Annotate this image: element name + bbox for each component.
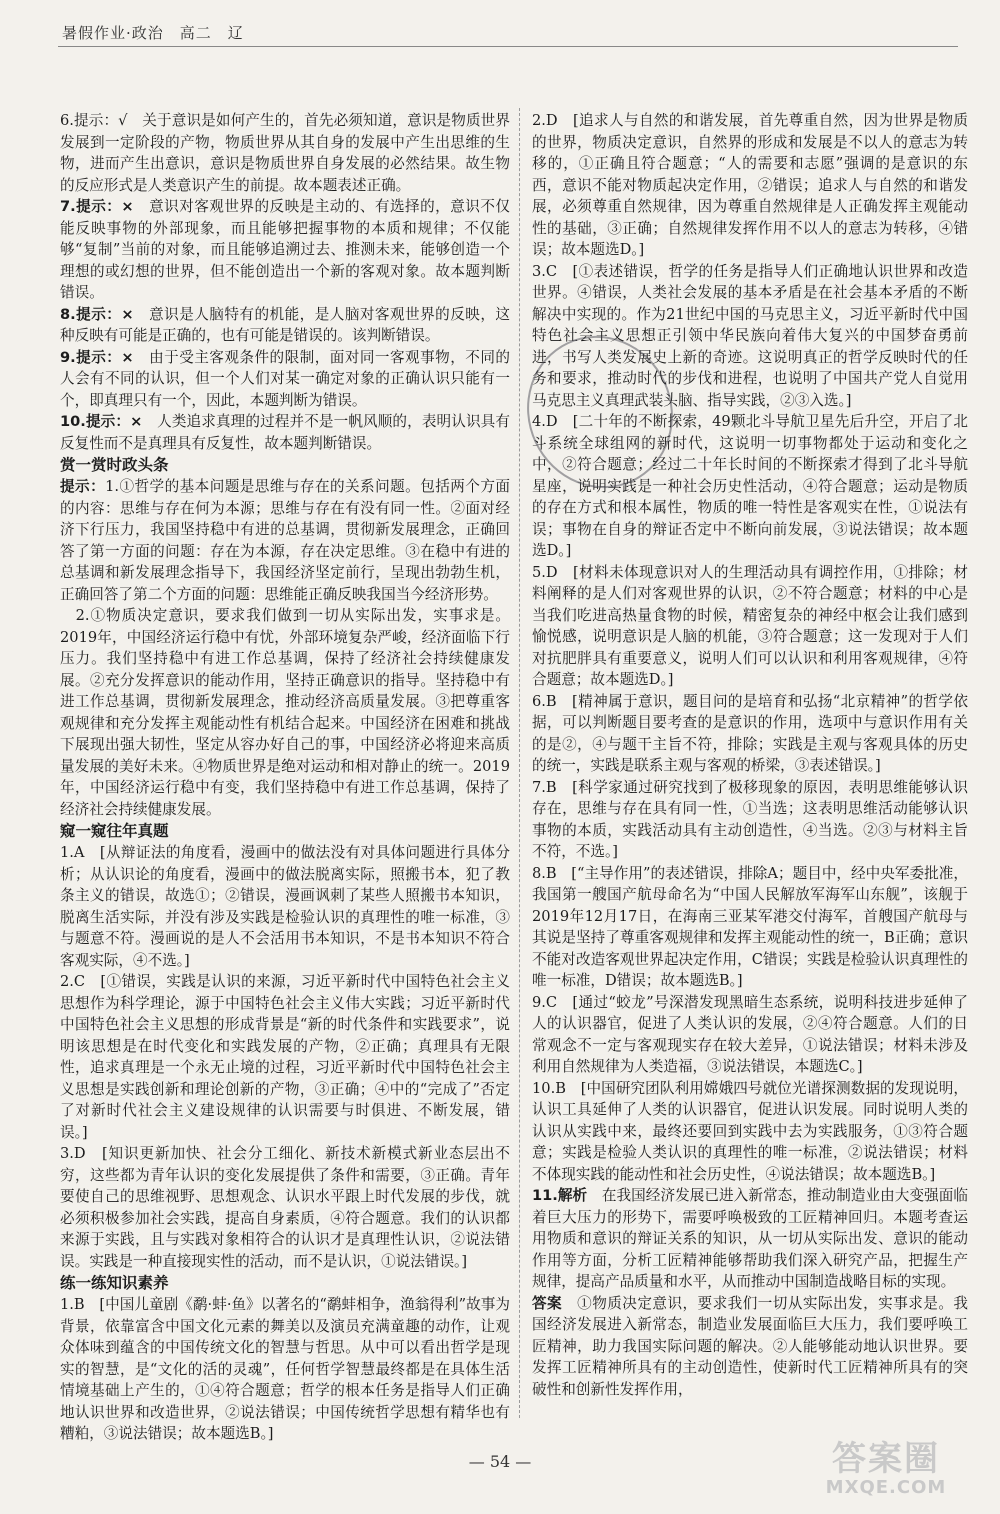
answer-text: 3.C [①表述错误，哲学的任务是指导人们正确地认识世界和改造世界。④错误，人类社会发展的基本矛盾是在社会基本矛盾的不断解决中实现的。作为21世纪中国的马克思主义，习近平新时代中国特色社会主义思想正引领中华民族向着伟大复兴的中国梦奋勇前进，书写人类发展史上新的奇迹。这说明真正的哲学反映时代的任务和要求，推动时代的步伐和进程，也说明了中国共产党人自觉用马克思主义真理武装头脑、指导实践，②③入选。] [532, 262, 968, 409]
watermark-logo [800, 1440, 972, 1502]
answer-text: 1.B [中国儿童剧《鹬·蚌·鱼》以著名的“鹬蚌相争，渔翁得利”故事为背景，依靠富含中国文化元素的舞美以及演员充满童趣的动作，让观众体味到蕴含的中国传统文化的智慧与哲思。从中可以看出哲学是现实的智慧，是“文化的活的灵魂”，任何哲学智慧最终都是在具体生活情境基础上产生的，①④符合题意；哲学的根本任务是指导人们正确地认识世界和改造世界，②说法错误；中国传统哲学思想有精华也有糟粕，③说法错误；故本题选B。] [60, 1296, 510, 1442]
answer-label: 7.提示：× [60, 198, 134, 215]
answer-paragraph [60, 1294, 510, 1445]
answer-label: 11.解析 [532, 1187, 588, 1204]
answer-text: 2.①物质决定意识，要求我们做到一切从实际出发，实事求是。2019年，中国经济运行稳中有忧，外部环境复杂严峻，经济面临下行压力。我们坚持稳中有进工作总基调，保持了经济社会持续健康发展。②充分发挥意识的能动作用，坚持正确意识的指导。坚持稳中有进工作总基调，贯彻新发展理念，推动经济高质量发展。③把尊重客观规律和充分发挥主观能动性有机结合起来。中国经济在困难和挑战下展现出强大韧性，坚定从容办好自己的事，中国经济必将迎来高质量发展的美好未来。④物质世界是绝对运动和相对静止的统一。2019年，中国经济运行稳中有变，我们坚持稳中有进工作总基调，保持了经济社会持续健康发展。 [60, 607, 510, 818]
watermark-logo-text: 答案圈 [832, 1439, 940, 1479]
answer-text: 9.C [通过“蛟龙”号深潜发现黑暗生态系统，说明科技进步延伸了人的认识器官，促进了人类认识的发展，②④符合题意。人们的日常观念不一定与客观现实存在较大差异，①说法错误；材料未涉及利用自然规律为人类造福，③说法错误，本题选C。] [532, 993, 968, 1075]
answer-text: 5.D [材料未体现意识对人的生理活动具有调控作用，①排除；材料阐释的是人们对客观世界的认识，②不符合题意；材料的中心是当我们吃进高热量食物的时候，精密复杂的神经中枢会让我们感到愉悦感，说明意识是人脑的机能，③符合题意；这一发现对于人们对抗肥胖具有重要意义，说明人们可以认识和利用客观规律，④符合题意；故本题选D。] [532, 563, 968, 688]
answer-paragraph [60, 605, 510, 820]
answer-paragraph [532, 1185, 968, 1293]
answer-paragraph [60, 196, 510, 304]
page-number: — 54 — [468, 1452, 532, 1471]
right-column [532, 110, 968, 1400]
answer-text: 意识对客观世界的反映是主动的、有选择的，意识不仅能反映事物的外部现象，而且能够把握事物的本质和规律；不仅能够“复制”当前的对象，而且能够追溯过去、推测未来，能够创造一个理想的或幻想的世界，但不能创造出一个新的客观对象。故本题判断错误。 [60, 198, 510, 301]
answer-paragraph [532, 110, 968, 261]
answer-text: 4.D [二十年的不断探索，49颗北斗导航卫星先后升空，开启了北斗系统全球组网的新时代，这说明一切事物都处于运动和变化之中，②符合题意；经过二十年长时间的不断探索才得到了北斗导航星座，说明实践是一种社会历史性活动，④符合题意；运动是物质的存在方式和根本属性，物质的唯一特性是客观实在性，①说法有误；事物在自身的辩证否定中不断向前发展，③说法错误；故本题选D。] [532, 413, 968, 559]
answer-text: 6.提示：√ 关于意识是如何产生的，首先必须知道，意识是物质世界发展到一定阶段的产物，物质世界从其自身的发展中产生出思维的生物，进而产生出意识，意识是物质世界自身发展的必然结果。故生物的反应形式是人类意识产生的前提。故本题表述正确。 [60, 112, 510, 194]
answer-text: 2.C [①错误，实践是认识的来源，习近平新时代中国特色社会主义思想作为科学理论，源于中国特色社会主义伟大实践；习近平新时代中国特色社会主义思想的形成背景是“新的时代条件和实践要求”，说明该思想是在时代变化和实践发展的产物，②正确；真理具有无限性，追求真理是一个永无止境的过程，习近平新时代中国特色社会主义思想是实践创新和理论创新的产物，③正确；④中的“完成了”否定了对新时代社会主义建设规律的认识需要与时俱进、不断发展，错误。] [60, 973, 510, 1141]
answer-text: 1.①哲学的基本问题是思维与存在的关系问题。包括两个方面的内容：思维与存在何为本源；思维与存在有没有同一性。②面对经济下行压力，我国坚持稳中有进的总基调，贯彻新发展理念，正确回答了第一方面的问题：存在为本源，存在决定思维。③在稳中有进的总基调和新发展理念指导下，我国经济坚定前行，呈现出勃勃生机，正确回答了第二个方面的问题：思维能正确反映我国当今经济形势。 [60, 478, 510, 603]
header-rule [58, 46, 958, 47]
answer-text: 由于受主客观条件的限制，面对同一客观事物，不同的人会有不同的认识，但一个人们对某一确定对象的正确认识只能有一个，即真理只有一个，因此，本题判断为错误。 [60, 348, 510, 409]
answer-paragraph [532, 1078, 968, 1186]
watermark-url: MXQE.COM [825, 1477, 947, 1498]
answer-label: 10.提示：× [60, 413, 143, 430]
answer-paragraph [532, 1293, 968, 1401]
answer-paragraph [532, 777, 968, 863]
section-heading [60, 1272, 510, 1294]
answer-paragraph [60, 1143, 510, 1272]
section-heading [60, 454, 510, 476]
answer-paragraph [532, 691, 968, 777]
answer-label: 9.提示：× [60, 348, 134, 366]
section-heading-text: 练一练知识素养 [60, 1274, 169, 1292]
answer-paragraph [60, 110, 510, 196]
column-divider [519, 108, 520, 1418]
answer-text: 在我国经济发展已进入新常态，推动制造业由大变强面临着巨大压力的形势下，需要呼唤极致的工匠精神回归。本题考查运用物质和意识的辩证关系的知识，从一切从实际出发、意识的能动作用等方面，分析工匠精神能够帮助我们深入研究产品，把握生产规律，提高产品质量和水平，从而推动中国制造战略目标的实现。 [532, 1187, 968, 1290]
left-column [60, 110, 510, 1445]
answer-paragraph [532, 992, 968, 1078]
answer-text: 6.B [精神属于意识，题目问的是培育和弘扬“北京精神”的哲学依据，可以判断题目要考查的是意识的作用，选项中与意识作用有关的是②，④与题干主旨不符，排除；实践是主观与客观具体的历史的统一，实践是联系主观与客观的桥梁，③表述错误。] [532, 692, 968, 774]
answer-text: 3.D [知识更新加快、社会分工细化、新技术新模式新业态层出不穷，这些都为青年认识的变化发展提供了条件和需要，③正确。青年要使自己的思维视野、思想观念、认识水平跟上时代发展的步伐，就必须积极参加社会实践，提高自身素质，④符合题意。我们的认识都来源于实践，且与实践对象相符合的认识才是真理性认识，②说法错误。实践是一种直接现实性的活动，而不是认识，①说法错误。] [60, 1145, 510, 1270]
answer-paragraph [60, 347, 510, 412]
answer-paragraph [532, 863, 968, 992]
answer-label: 答案 [532, 1294, 563, 1312]
answer-text: 人类追求真理的过程并不是一帆风顺的，表明认识具有反复性而不是真理具有反复性，故本题判断错误。 [60, 413, 510, 452]
answer-text: 7.B [科学家通过研究找到了极移现象的原因，表明思维能够认识存在，思维与存在具有同一性，①当选；这表明思维活动能够认识事物的本质，实践活动具有主动创造性，④当选。②③与材料主旨不符，不选。] [532, 778, 968, 860]
section-heading [60, 820, 510, 842]
answer-label: 8.提示：× [60, 305, 134, 323]
answer-paragraph [60, 411, 510, 454]
section-heading-text: 窥一窥往年真题 [60, 822, 169, 840]
answer-text: 2.D [追求人与自然的和谐发展，首先尊重自然，因为世界是物质的世界，物质决定意识，自然界的形成和发展是不以人的意志为转移的，①正确且符合题意；“人的需要和志愿”强调的是意识的东西，意识不能对物质起决定作用，②错误；追求人与自然的和谐发展，必须尊重自然规律，因为尊重自然规律是人正确发挥主观能动性的基础，③正确；自然规律发挥作用不以人的意志为转移，④错误；故本题选D。] [532, 112, 968, 258]
answer-paragraph [532, 562, 968, 691]
answer-text: 1.A [从辩证法的角度看，漫画中的做法没有对具体问题进行具体分析；从认识论的角度看，漫画中的做法脱离实际，照搬书本，犯了教条主义的错误，故选①；②错误，漫画讽刺了某些人照搬书本知识，脱离生活实际，并没有涉及实践是检验认识的真理性的唯一标准，③与题意不符。漫画说的是人不会活用书本知识，不是书本知识不符合客观实际，④不选。] [60, 844, 510, 969]
answer-text: 意识是人脑特有的机能，是人脑对客观世界的反映，这种反映有可能是正确的，也有可能是错误的。该判断错误。 [60, 305, 510, 344]
answer-paragraph [60, 476, 510, 605]
answer-label: 提示： [60, 478, 106, 495]
answer-paragraph [60, 842, 510, 971]
answer-text: ①物质决定意识，要求我们一切从实际出发，实事求是。我国经济发展进入新常态，制造业发展面临巨大压力，我们要呼唤工匠精神，助力我国实际问题的解决。②人能够能动地认识世界。要发挥工匠精神所具有的主动创造性，使新时代工匠精神所具有的突破性和创新性发挥作用， [532, 1294, 968, 1398]
answer-text: 8.B [“主导作用”的表述错误，排除A；题目中，经中央军委批准，我国第一艘国产航母命名为“中国人民解放军海军山东舰”，该舰于2019年12月17日，在海南三亚某军港交付海军，首艘国产航母与其说是坚持了尊重客观规律和发挥主观能动性的统一，B正确；意识不能对改造客观世界起决定作用，C错误；实践是检验认识真理性的唯一标准，D错误；故本题选B。] [532, 864, 968, 989]
section-heading-text: 赏一赏时政头条 [60, 456, 169, 474]
running-header: 暑假作业·政治 高二 辽 [62, 24, 244, 42]
answer-paragraph [60, 304, 510, 347]
answer-text: 10.B [中国研究团队利用嫦娥四号就位光谱探测数据的发现说明，认识工具延伸了人类的认识器官，促进认识发展。同时说明人类的认识从实践中来，最终还要回到实践中去为实践服务，①③符合题意；实践是检验人类认识的真理性的唯一标准，②说法错误；材料不体现实践的能动性和社会历史性，④说法错误；故本题选B。] [532, 1079, 968, 1183]
answer-paragraph [60, 971, 510, 1143]
